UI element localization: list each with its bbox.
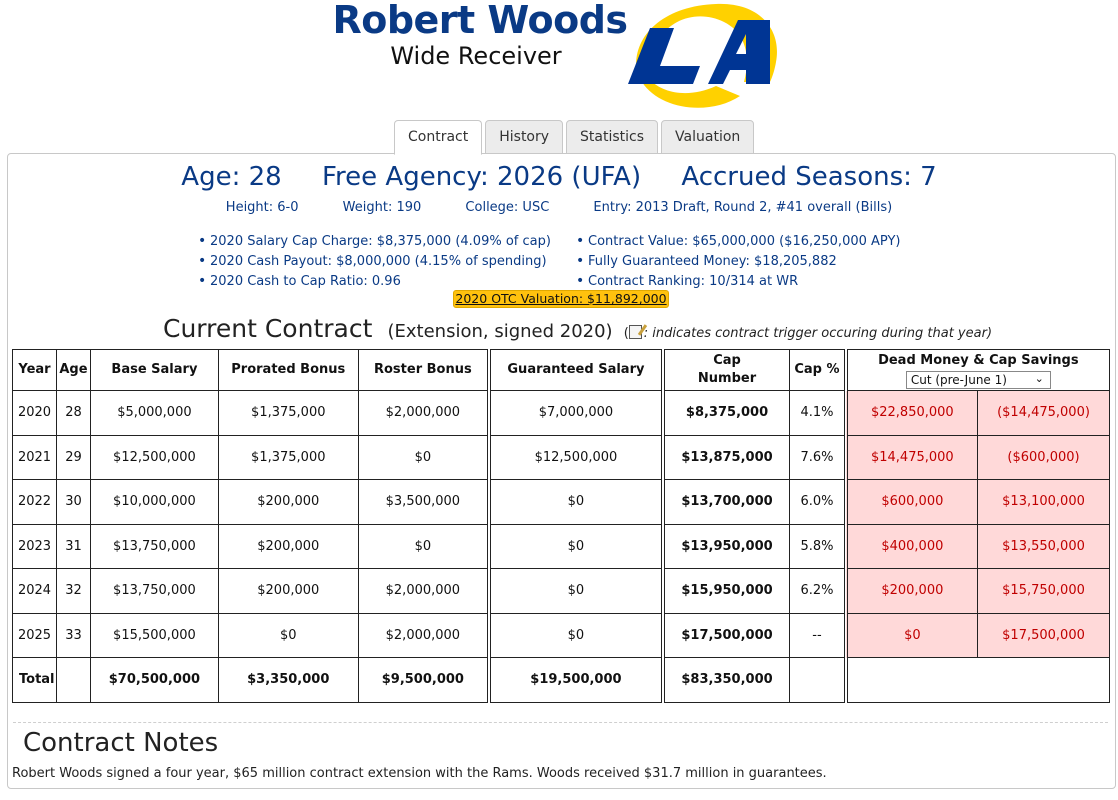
cell-dead: $400,000 xyxy=(846,524,978,569)
cell-cap: $17,500,000 xyxy=(663,613,790,658)
cell-cap: $15,950,000 xyxy=(663,569,790,614)
cell-base: $13,750,000 xyxy=(90,524,218,569)
cell-base: $13,750,000 xyxy=(90,569,218,614)
total-base: $70,500,000 xyxy=(90,658,218,703)
contract-heading xyxy=(163,314,992,343)
col-base-salary: Base Salary xyxy=(90,350,218,391)
contract-table xyxy=(12,349,1110,703)
cell-savings: ($600,000) xyxy=(978,435,1110,480)
cell-pct: 6.2% xyxy=(790,569,846,614)
table-row xyxy=(13,391,1110,436)
tab-statistics[interactable]: Statistics xyxy=(566,120,658,154)
tab-history[interactable]: History xyxy=(485,120,563,154)
age-stat: Age: 28 xyxy=(181,162,282,192)
cell-prorated: $0 xyxy=(218,613,358,658)
cell-guaranteed: $0 xyxy=(489,480,663,525)
cell-guaranteed: $0 xyxy=(489,613,663,658)
col-cap-pct: Cap % xyxy=(790,350,846,391)
cell-dead: $22,850,000 xyxy=(846,391,978,436)
cell-base: $12,500,000 xyxy=(90,435,218,480)
total-empty xyxy=(790,658,846,703)
col-roster-bonus: Roster Bonus xyxy=(358,350,489,391)
cell-year: 2025 xyxy=(13,613,57,658)
free-agency-stat: Free Agency: 2026 (UFA) xyxy=(321,162,642,192)
total-cap: $83,350,000 xyxy=(663,658,790,703)
table-body xyxy=(13,391,1110,703)
list-item: • 2020 Salary Cap Charge: $8,375,000 (4.09% of cap) xyxy=(198,231,551,251)
col-prorated-bonus: Prorated Bonus xyxy=(218,350,358,391)
table-row xyxy=(13,569,1110,614)
cell-savings: $15,750,000 xyxy=(978,569,1110,614)
cell-year: 2020 xyxy=(13,391,57,436)
cell-prorated: $1,375,000 xyxy=(218,435,358,480)
cell-age: 30 xyxy=(56,480,90,525)
cell-roster: $3,500,000 xyxy=(358,480,489,525)
headline-stats xyxy=(0,162,1118,192)
col-year: Year xyxy=(13,350,57,391)
total-empty xyxy=(56,658,90,703)
table-total-row xyxy=(13,658,1110,703)
total-guaranteed: $19,500,000 xyxy=(489,658,663,703)
cell-roster: $2,000,000 xyxy=(358,391,489,436)
col-dead-money: Dead Money & Cap Savings Cut (pre-June 1) ⌄ xyxy=(846,350,1110,391)
table-row xyxy=(13,613,1110,658)
list-item: • Fully Guaranteed Money: $18,205,882 xyxy=(576,251,900,271)
chevron-down-icon: ⌄ xyxy=(1034,371,1044,385)
player-name: Robert Woods xyxy=(332,0,628,42)
cell-guaranteed: $0 xyxy=(489,524,663,569)
cell-savings: $13,550,000 xyxy=(978,524,1110,569)
cell-savings: $13,100,000 xyxy=(978,480,1110,525)
college-stat: College: USC xyxy=(465,200,550,215)
notes-title: Contract Notes xyxy=(23,728,219,758)
cell-pct: 4.1% xyxy=(790,391,846,436)
cell-age: 31 xyxy=(56,524,90,569)
cell-year: 2023 xyxy=(13,524,57,569)
note-edit-icon xyxy=(629,325,642,339)
player-position: Wide Receiver xyxy=(390,42,562,70)
cell-age: 32 xyxy=(56,569,90,614)
trigger-legend: ( : indicates contract trigger occuring during that year) xyxy=(623,326,993,341)
contract-subtitle: (Extension, signed 2020) xyxy=(387,321,613,342)
cell-base: $10,000,000 xyxy=(90,480,218,525)
cell-roster: $2,000,000 xyxy=(358,613,489,658)
cell-prorated: $200,000 xyxy=(218,569,358,614)
cell-dead: $200,000 xyxy=(846,569,978,614)
cell-prorated: $200,000 xyxy=(218,524,358,569)
total-roster: $9,500,000 xyxy=(358,658,489,703)
col-guaranteed-salary: Guaranteed Salary xyxy=(489,350,663,391)
table-row xyxy=(13,435,1110,480)
list-item: • Contract Ranking: 10/314 at WR xyxy=(576,271,900,291)
dead-money-scenario-select[interactable]: Cut (pre-June 1) ⌄ xyxy=(906,371,1051,389)
cell-cap: $13,875,000 xyxy=(663,435,790,480)
cell-guaranteed: $0 xyxy=(489,569,663,614)
contract-title: Current Contract xyxy=(163,314,373,343)
trigger-legend-text: : indicates contract trigger occuring during that year) xyxy=(643,326,993,341)
cell-cap: $8,375,000 xyxy=(663,391,790,436)
cell-year: 2022 xyxy=(13,480,57,525)
entry-stat: Entry: 2013 Draft, Round 2, #41 overall (Bills) xyxy=(593,200,893,215)
cell-pct: 6.0% xyxy=(790,480,846,525)
cell-age: 33 xyxy=(56,613,90,658)
cell-pct: -- xyxy=(790,613,846,658)
cell-roster: $0 xyxy=(358,435,489,480)
player-bio xyxy=(0,200,1118,215)
list-item: • 2020 Cash to Cap Ratio: 0.96 xyxy=(198,271,551,291)
cell-base: $15,500,000 xyxy=(90,613,218,658)
col-age: Age xyxy=(56,350,90,391)
cell-roster: $0 xyxy=(358,524,489,569)
cell-guaranteed: $7,000,000 xyxy=(489,391,663,436)
table-row xyxy=(13,524,1110,569)
cell-year: 2024 xyxy=(13,569,57,614)
accrued-seasons-stat: Accrued Seasons: 7 xyxy=(681,162,937,192)
otc-valuation-link[interactable]: 2020 OTC Valuation: $11,892,000 xyxy=(453,290,669,308)
team-logo xyxy=(620,0,782,112)
section-divider xyxy=(13,722,1108,723)
cell-roster: $2,000,000 xyxy=(358,569,489,614)
tab-bar xyxy=(394,120,754,155)
cell-age: 29 xyxy=(56,435,90,480)
total-prorated: $3,350,000 xyxy=(218,658,358,703)
cell-age: 28 xyxy=(56,391,90,436)
list-item: • Contract Value: $65,000,000 ($16,250,000 APY) xyxy=(576,231,900,251)
cell-savings: ($14,475,000) xyxy=(978,391,1110,436)
cap-summary-list xyxy=(198,231,551,291)
cell-dead: $0 xyxy=(846,613,978,658)
cell-pct: 5.8% xyxy=(790,524,846,569)
cell-year: 2021 xyxy=(13,435,57,480)
cell-guaranteed: $12,500,000 xyxy=(489,435,663,480)
tab-valuation[interactable]: Valuation xyxy=(661,120,754,154)
table-row xyxy=(13,480,1110,525)
cell-prorated: $1,375,000 xyxy=(218,391,358,436)
weight-stat: Weight: 190 xyxy=(342,200,422,215)
notes-text: Robert Woods signed a four year, $65 million contract extension with the Rams. Woods received $31.7 million in guarantees. xyxy=(12,766,827,781)
cell-dead: $600,000 xyxy=(846,480,978,525)
cell-dead: $14,475,000 xyxy=(846,435,978,480)
cell-pct: 7.6% xyxy=(790,435,846,480)
height-stat: Height: 6-0 xyxy=(225,200,299,215)
list-item: • 2020 Cash Payout: $8,000,000 (4.15% of spending) xyxy=(198,251,551,271)
cell-savings: $17,500,000 xyxy=(978,613,1110,658)
cell-prorated: $200,000 xyxy=(218,480,358,525)
total-label: Total xyxy=(13,658,57,703)
table-header-row xyxy=(13,350,1110,391)
cell-base: $5,000,000 xyxy=(90,391,218,436)
col-cap-number: Cap Number xyxy=(663,350,790,391)
contract-summary-list xyxy=(576,231,900,291)
tab-contract[interactable]: Contract xyxy=(394,120,482,155)
cell-cap: $13,700,000 xyxy=(663,480,790,525)
total-empty xyxy=(846,658,1110,703)
cell-cap: $13,950,000 xyxy=(663,524,790,569)
